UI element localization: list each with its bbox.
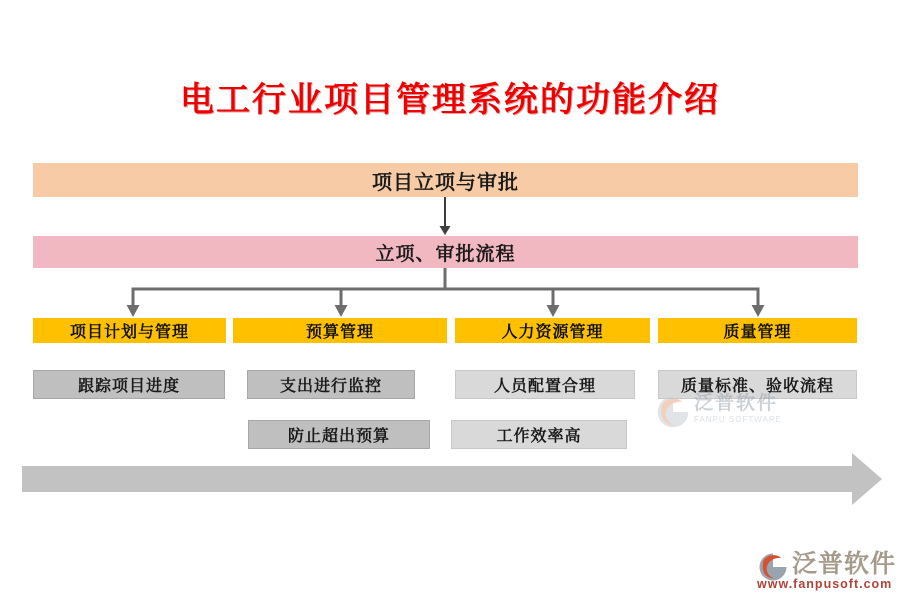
process-bar [33,236,858,268]
top-bar-project-initiation [33,163,858,197]
feature-box [33,370,225,399]
feature-label: 人员配置合理 [493,378,596,395]
feature-box [248,420,430,449]
column-header-label: 人力资源管理 [501,324,604,341]
column-header [658,318,857,343]
watermark-center-sub: FANPU SOFTWARE [694,415,782,424]
column-header-label: 项目计划与管理 [69,324,189,341]
page-title: 电工行业项目管理系统的功能介绍 [180,81,720,119]
down-arrow-icon [438,197,452,236]
right-arrow-head-icon [852,453,882,505]
feature-label: 支出进行监控 [279,378,382,395]
process-bar-label: 立项、审批流程 [375,243,516,265]
feature-label: 防止超出预算 [287,428,390,445]
watermark-center [656,394,806,440]
brand-url: www.fanpusoft.com [757,577,893,591]
column-header [233,318,447,343]
feature-label: 质量标准、验收流程 [680,378,834,395]
column-header-label: 预算管理 [305,324,374,341]
fanpu-logo-watermark-icon [656,394,690,430]
right-arrow-bar [22,466,852,492]
column-header-label: 质量管理 [723,324,792,341]
column-budget-management [233,318,447,450]
column-project-planning [33,318,226,450]
column-header [33,318,226,343]
column-header [455,318,650,343]
feature-label: 工作效率高 [496,428,582,445]
feature-box [455,370,635,399]
top-bar-label: 项目立项与审批 [372,171,519,194]
watermark-center-name: 泛普软件 [694,393,779,414]
feature-box [247,370,415,399]
column-hr-management [455,318,650,450]
brand-name: 泛普软件 [792,550,897,578]
branch-connector-icon [0,268,900,318]
feature-box [451,420,627,449]
feature-label: 跟踪项目进度 [77,378,180,395]
